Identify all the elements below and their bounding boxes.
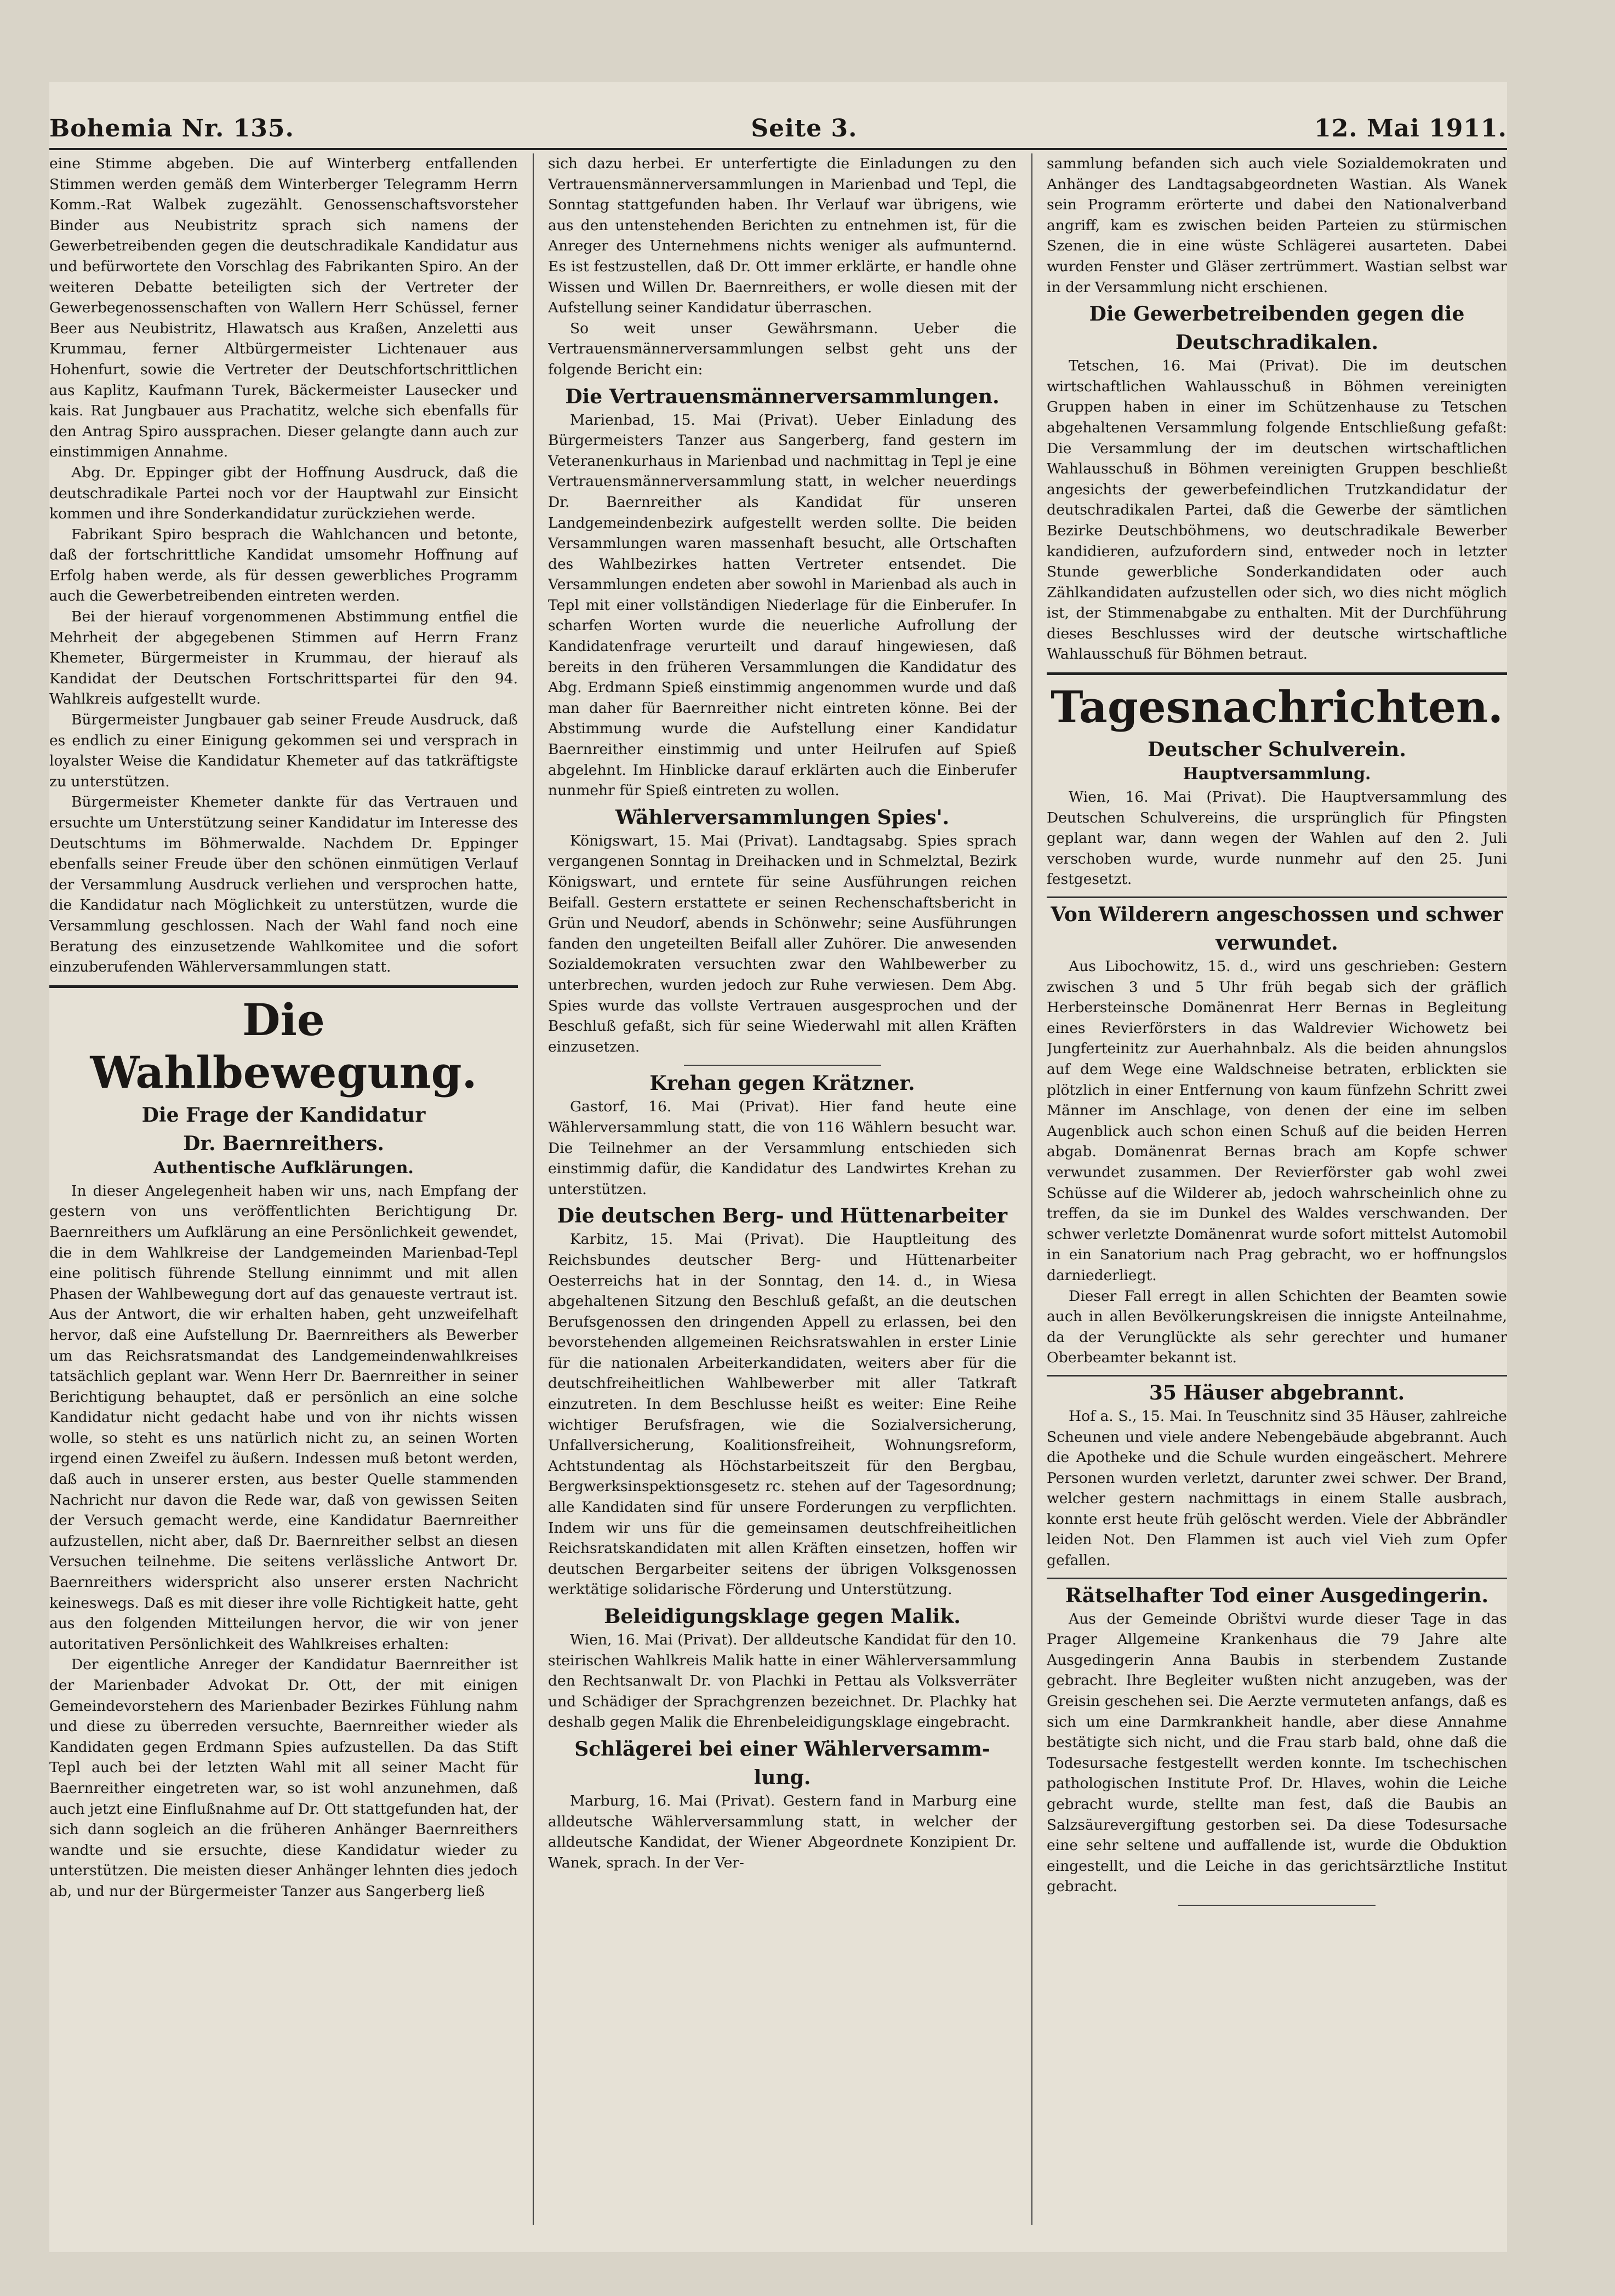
- column-1: [49, 153, 518, 2225]
- newspaper-page: [49, 82, 1507, 2252]
- paragraph: eine Stimme abgeben. Die auf Winterberg entfallenden Stimmen werden gemäß dem Winterberger Telegramm Herrn Komm.-Rat Walbek zugezählt. Genossenschaftsvorsteher Binder aus Neubistritz sprach sich namens der Gewerbetreibenden gegen die deutschradikale Kandidatur aus und befürwortete den Vorschlag des Fabrikanten Spiro. An der weiteren Debatte beteiligten sich der Vertreter der Gewerbegenossenschaften von Wallern Herr Schüssel, ferner Beer aus Neubistritz, Hlawatsch aus Kraßen, Anzeletti aus Krummau, ferner Altbürgermeister Lichtenauer aus Hohenfurt, sowie die Vertreter der Deutschfortschrittlichen aus Kaplitz, Kaufmann Turek, Bäckermeister Lausecker und kais. Rat Jungbauer aus Prachatitz, welche sich ebenfalls für den Antrag Spiro aussprachen. Dieser gelangte dann auch zur einstimmigen Annahme.: [49, 155, 518, 461]
- paragraph: Bei der hierauf vorgenommenen Abstimmung entfiel die Mehrheit der abgegebenen Stimmen auf Herrn Franz Khemeter, Bürgermeister in Krummau, der hierauf als Kandidat der Deutschen Fortschrittspartei für den 94. Wahlkreis aufgestellt wurde.: [49, 608, 518, 708]
- page-header: [49, 104, 1507, 142]
- section-title-tagesnachrichten: Tagesnachrichten.: [1051, 681, 1503, 733]
- paragraph: Königswart, 15. Mai (Privat). Landtagsabg. Spies sprach vergangenen Sonntag in Dreihacken und in Schmelztal, Bezirk Königswart, und erntete für seine Ausführungen reichen Beifall. Gestern erstattete er seinen Rechenschaftsbericht in Grün und Neudorf, abends in Schönwehr; seine Ausführungen fanden den ungeteilten Beifall aller Zuhörer. Die anwesenden Sozialdemokraten versuchten zwar den Wahlbewerber zu unterbrechen, wurden jedoch zur Ruhe verwiesen. Dem Abg. Spies wurde das vollste Vertrauen ausgesprochen und der Beschluß gefaßt, sich für seine Wiederwahl mit allen Kräften einzusetzen.: [548, 832, 1017, 1055]
- article-subheading: Hauptversammlung.: [1183, 764, 1371, 784]
- short-rule: [1178, 1905, 1376, 1906]
- article-rule: [1047, 1578, 1507, 1579]
- column-2: [548, 153, 1017, 2225]
- paragraph: Marienbad, 15. Mai (Privat). Ueber Einladung des Bürgermeisters Tanzer aus Sangerberg, fand gestern im Veteranenkurhaus in Marienbad und nachmittag in Tepl je eine Vertrauensmännerversammlung statt, in welcher neuerdings Dr. Baernreither als Kandidat für unseren Landgemeindenbezirk aufgestellt werden sollte. Die beiden Versammlungen waren massenhaft besucht, alle Ortschaften des Wahlbezirkes hatten Vertreter entsendet. Die Versammlungen endeten aber sowohl in Marienbad als auch in Tepl mit einer vollständigen Niederlage für die Einberufer. In scharfen Worten wurde die neuerliche Aufrollung der Kandidatenfrage verurteilt und darauf hingewiesen, daß bereits in den früheren Versammlungen die Kandidatur des Abg. Erdmann Spieß einstimmig angenommen wurde und daß man daher für Baernreither nicht eintreten könne. Bei der Abstimmung wurde die Aufstellung einer Kandidatur Baernreither einstimmig und unter Heilrufen auf Spieß abgelehnt. Im Hinblicke darauf erklärten auch die Einberufer nunmehr für Spieß eintreten zu wollen.: [548, 411, 1017, 799]
- header-rule: [49, 148, 1507, 150]
- article-rule: [1047, 896, 1507, 898]
- paragraph: sich dazu herbei. Er unterfertigte die Einladungen zu den Vertrauensmännerversammlungen in Marienbad und Tepl, die Sonntag stattgefunden haben. Ihr Verlauf war übrigens, wie aus den untenstehenden Berichten zu entnehmen ist, für die Anreger des Unternehmens nichts weniger als aufmunternd. Es ist festzustellen, daß Dr. Ott immer erklärte, er handle ohne Wissen und Willen Dr. Baernreithers, er wolle diesen mit der Aufstellung seiner Kandidatur überraschen.: [548, 155, 1017, 317]
- column-divider: [533, 153, 534, 2225]
- paragraph: Der eigentliche Anreger der Kandidatur Baernreither ist der Marienbader Advokat Dr. Ott, der mit einigen Gemeindevorstehern des Marienbader Bezirkes Fühlung nahm und diese zu überreden versuchte, Baernreither wieder als Kandidaten gegen Erdmann Spies aufzustellen. Da das Stift Tepl auch bei der letzten Wahl mit all seiner Macht für Baernreither eingetreten war, so ist wohl anzunehmen, daß auch jetzt eine Einflußnahme auf Dr. Ott stattgefunden hat, der sich dann sogleich an die früheren Anhänger Baernreithers wandte und sie ersuchte, diese Kandidatur wieder zu unterstützen. Die meisten dieser Anhänger lehnten dies jedoch ab, und nur der Bürgermeister Tanzer aus Sangerberg ließ: [49, 1656, 518, 1900]
- short-rule: [684, 1065, 881, 1066]
- paragraph: Tetschen, 16. Mai (Privat). Die im deutschen wirtschaftlichen Wahlausschuß in Böhmen vereinigten Gruppen haben in einer im Schützenhause zu Tetschen abgehaltenen Versammlung folgende Entschließung gefaßt: Die Versammlung der im deutschen wirtschaftlichen Wahlausschuß in Böhmen vereinigten Gruppen beschließt angesichts der gewerbefeindlichen Trutzkandidatur der deutschradikalen Partei, daß die Gewerbe der sämtlichen Bezirke Deutschböhmens, wo deutschradikale Bewerber kandidieren, aufzufordern sind, entweder noch in letzter Stunde gewerbliche Sonderkandidaten oder auch Zählkandidaten aufzustellen oder sich, wo dies nicht möglich ist, der Stimmenabgabe zu enthalten. Mit der Durchführung dieses Beschlusses wird der deutsche wirtschaftliche Wahlausschuß für Böhmen betraut.: [1047, 357, 1507, 663]
- paragraph: Wien, 16. Mai (Privat). Der alldeutsche Kandidat für den 10. steirischen Wahlkreis Malik hatte in einer Wählerversammlung den Rechtsanwalt Dr. von Plachki in Pettau als Volksverräter und Schädiger der Sprachgrenzen bezeichnet. Dr. Plachky hat deshalb gegen Malik die Ehrenbeleidigungsklage eingebracht.: [548, 1631, 1017, 1731]
- paper-issue: Bohemia Nr. 135.: [49, 115, 294, 142]
- article-heading: 35 Häuser abgebrannt.: [1149, 1381, 1405, 1404]
- section-title-wahlbewegung: Die Wahlbewegung.: [90, 993, 477, 1098]
- article-heading: Dr. Baernreithers.: [183, 1132, 384, 1155]
- paragraph: Karbitz, 15. Mai (Privat). Die Hauptleitung des Reichsbundes deutscher Berg- und Hüttenarbeiter Oesterreichs hat in der Sonntag, den 14. d., in Wiesa abgehaltenen Sitzung den Beschluß gefaßt, an die deutschen Berufsgenossen den dringenden Appell zu erlassen, bei den bevorstehenden allgemeinen Reichsratswahlen in erster Linie für die nationalen Arbeiterkandidaten, weiters aber für die deutschfreiheitlichen Wahlbewerber mit aller Tatkraft einzutreten. In dem Beschlusse heißt es weiter: Eine Reihe wichtiger Berufsfragen, wie die Sozialversicherung, Unfallversicherung, Koalitionsfreiheit, Wohnungsreform, Achtstundentag als Höchstarbeitszeit für den Bergbau, Bergwerksinspektionsgesetz rc. stehen auf der Tagesordnung; alle Kandidaten sind für unsere Forderungen zu verpflichten. Indem wir uns für die gemeinsamen deutschfreiheitlichen Reichsratskandidaten mit allen Kräften einsetzen, hoffen wir deutschen Bergarbeiter seitens der übrigen Volksgenossen werktätige solidarische Förderung und Unterstützung.: [548, 1231, 1017, 1598]
- section-rule: [49, 985, 518, 988]
- article-heading: Die Gewerbetreibenden gegen die: [1089, 302, 1465, 326]
- paragraph: Bürgermeister Jungbauer gab seiner Freude Ausdruck, daß es endlich zu einer Einigung gekommen sei und versprach in loyalster Weise die Kandidatur Khemeter auf das tatkräftigste zu unterstützen.: [49, 711, 518, 790]
- article-heading: Wählerversammlungen Spies'.: [615, 806, 950, 829]
- paragraph: Marburg, 16. Mai (Privat). Gestern fand in Marburg eine alldeutsche Wählerversammlung statt, in welcher der alldeutsche Kandidat, der Wiener Abgeordnete Konzipient Dr. Wanek, sprach. In der Ver-: [548, 1792, 1017, 1871]
- issue-date: 12. Mai 1911.: [1314, 115, 1507, 142]
- article-heading: Die Vertrauensmännerversammlungen.: [565, 385, 1000, 408]
- paragraph: Fabrikant Spiro besprach die Wahlchancen und betonte, daß der fortschrittliche Kandidat umsomehr Hoffnung auf Erfolg haben werde, als für dessen gewerbliches Programm auch die Gewerbetreibenden eintreten werden.: [49, 526, 518, 605]
- paragraph: sammlung befanden sich auch viele Sozialdemokraten und Anhänger des Landtagsabgeordneten Wastian. Als Wanek sein Programm erörterte und dabei den Nationalverband angriff, kam es zwischen beiden Parteien zu stürmischen Szenen, die in eine wüste Schlägerei ausarteten. Dabei wurden Fenster und Gläser zertrümmert. Wastian selbst war in der Versammlung nicht erschienen.: [1047, 155, 1507, 296]
- article-heading: Die deutschen Berg- und Hüttenarbeiter: [557, 1204, 1008, 1228]
- article-heading: Rätselhafter Tod einer Ausgedingerin.: [1065, 1584, 1488, 1607]
- article-heading: Deutscher Schulverein.: [1148, 738, 1406, 762]
- paragraph: Bürgermeister Khemeter dankte für das Vertrauen und ersuchte um Unterstützung seiner Kandidatur im Interesse des Deutschtums im Böhmerwalde. Nachdem Dr. Eppinger ebenfalls seiner Freude über den schönen einmütigen Verlauf der Versammlung Ausdruck verliehen und versprochen hatte, die Kandidatur nach Möglichkeit zu unterstützen, wurde die Versammlung geschlossen. Nach der Wahl fand noch eine Beratung des einzusetzende Wahlkomitee und die sofort einzuberufenden Wählerversammlungen statt.: [49, 793, 518, 976]
- page-number: Seite 3.: [751, 115, 858, 142]
- article-rule: [1047, 1375, 1507, 1377]
- paragraph: Hof a. S., 15. Mai. In Teuschnitz sind 35 Häuser, zahlreiche Scheunen und viele andere Nebengebäude abgebrannt. Auch die Apotheke und die Schule wurden eingeäschert. Mehrere Personen wurden verletzt, darunter zwei schwer. Der Brand, welcher gestern nachmittags in einem Stalle ausbrach, konnte erst heute früh gelöscht werden. Viele der Abbrändler leiden Not. Den Flammen ist auch viel Vieh zum Opfer gefallen.: [1047, 1407, 1507, 1569]
- article-heading: verwundet.: [1215, 932, 1338, 955]
- paragraph: Dieser Fall erregt in allen Schichten der Beamten sowie auch in allen Bevölkerungskreisen die innigste Anteilnahme, da der Verunglückte als sehr gerechter und humaner Oberbeamter bekannt ist.: [1047, 1287, 1507, 1367]
- paragraph: Aus Libochowitz, 15. d., wird uns geschrieben: Gestern zwischen 3 und 5 Uhr früh begab sich der gräflich Herbersteinsche Domänenrat Herr Bernas in Begleitung eines Revierförsters in das Waldrevier Wichowetz bei Jungferteinitz zur Auerhahnbalz. Als die beiden ahnungslos auf dem Wege eine Waldschneise betraten, erblickten sie plötzlich in einer Entfernung von kaum fünfzehn Schritt zwei Männer im Anschlage, von denen der eine im selben Augenblick auch schon einen Schuß auf die beiden Herren abgab. Domänenrat Bernas brach am Kopfe schwer verwundet zusammen. Der Revierförster gab wohl zwei Schüsse auf die Wilderer ab, jedoch wahrscheinlich ohne zu treffen, da sie im Dunkel des Waldes verschwanden. Der schwer verletzte Domänenrat wurde sofort mittelst Automobil in ein Sanatorium nach Prag gebracht, wo er hoffnungslos darniederliegt.: [1047, 958, 1507, 1284]
- article-heading: Deutschradikalen.: [1175, 331, 1378, 355]
- paragraph: Aus der Gemeinde Obrištvi wurde dieser Tage in das Prager Allgemeine Krankenhaus die 79 Jahre alte Ausgedingerin Anna Baubis in sterbendem Zustande gebracht. Ihre Begleiter wußten nicht anzugeben, was der Greisin geschehen sei. Die Aerzte vermuteten anfangs, daß es sich um eine Darmkrankheit handle, aber diese Annahme bestätigte sich nicht, und die Frau starb bald, ohne daß die Todesursache festgestellt werden konnte. Im tschechischen pathologischen Institute Prof. Dr. Hlaves, wohin die Leiche gebracht wurde, stellte man fest, daß die Baubis an Salzsäurevergiftung gestorben sei. Da diese Todesursache eine sehr seltene und auffallende ist, wurde die Obduktion eingestellt, und die Leiche in das gerichtsärztliche Institut gebracht.: [1047, 1610, 1507, 1895]
- paragraph: Wien, 16. Mai (Privat). Die Hauptversammlung des Deutschen Schulvereins, die ursprünglich für Pfingsten geplant war, dann wegen der Wahlen auf den 2. Juli verschoben wurde, wurde nunmehr auf den 25. Juni festgesetzt.: [1047, 789, 1507, 888]
- article-subheading: Authentische Aufklärungen.: [153, 1158, 414, 1178]
- column-3: [1047, 153, 1507, 2225]
- article-heading: Die Frage der Kandidatur: [141, 1103, 426, 1127]
- section-rule: [1047, 672, 1507, 675]
- paragraph: Abg. Dr. Eppinger gibt der Hoffnung Ausdruck, daß die deutschradikale Partei noch vor der Hauptwahl zur Einsicht kommen und ihre Sonderkandidatur zurückziehen werde.: [49, 464, 518, 523]
- article-heading: Krehan gegen Krätzner.: [649, 1072, 915, 1095]
- article-heading: Schlägerei bei einer Wählerversamm-: [574, 1737, 990, 1761]
- article-heading: Von Wilderern angeschossen und schwer: [1051, 903, 1503, 927]
- paragraph: Gastorf, 16. Mai (Privat). Hier fand heute eine Wählerversammlung statt, die von 116 Wählern besucht war. Die Teilnehmer an der Versammlung entschieden sich einstimmig dafür, die Kandidatur des Landwirtes Krehan zu unterstützen.: [548, 1098, 1017, 1198]
- column-divider: [1031, 153, 1032, 2225]
- article-heading: Beleidigungsklage gegen Malik.: [604, 1605, 961, 1628]
- article-heading: lung.: [754, 1766, 811, 1789]
- paragraph: So weit unser Gewährsmann. Ueber die Vertrauensmännerversammlungen selbst geht uns der folgende Bericht ein:: [548, 319, 1017, 378]
- paragraph: In dieser Angelegenheit haben wir uns, nach Empfang der gestern von uns veröffentlichten Berichtigung Dr. Baernreithers um Aufklärung an eine Persönlichkeit gewendet, die in dem Wahlkreise der Landgemeinden Marienbad-Tepl eine politisch führende Stellung einnimmt und mit allen Phasen der Wahlbewegung dort auf das genaueste vertraut ist. Aus der Antwort, die wir erhalten haben, geht unzweifelhaft hervor, daß eine Aufstellung Dr. Baernreithers als Bewerber um das Reichsratsmandat des Landgemeindenwahlkreises tatsächlich geplant war. Wenn Herr Dr. Baernreither in seiner Berichtigung behauptet, daß er persönlich an eine solche Kandidatur nicht gedacht habe und von ihr nichts wissen wolle, so steht es uns natürlich nicht zu, an seinen Worten irgend einen Zweifel zu äußern. Indessen muß betont werden, daß auch in unserer ersten, aus bester Quelle stammenden Nachricht nur davon die Rede war, daß von gewissen Seiten der Versuch gemacht werde, eine Kandidatur Baernreither aufzustellen, nicht aber, daß Dr. Baernreither selbst an diesen Versuchen teilnehme. Die seitens verlässliche Antwort Dr. Baernreithers widerspricht also unserer ersten Nachricht keineswegs. Daß es mit dieser ihre volle Richtigkeit hatte, geht aus den folgenden Mitteilungen hervor, die wir von jener autoritativen Persönlichkeit des Wahlkreises erhalten:: [49, 1182, 518, 1653]
